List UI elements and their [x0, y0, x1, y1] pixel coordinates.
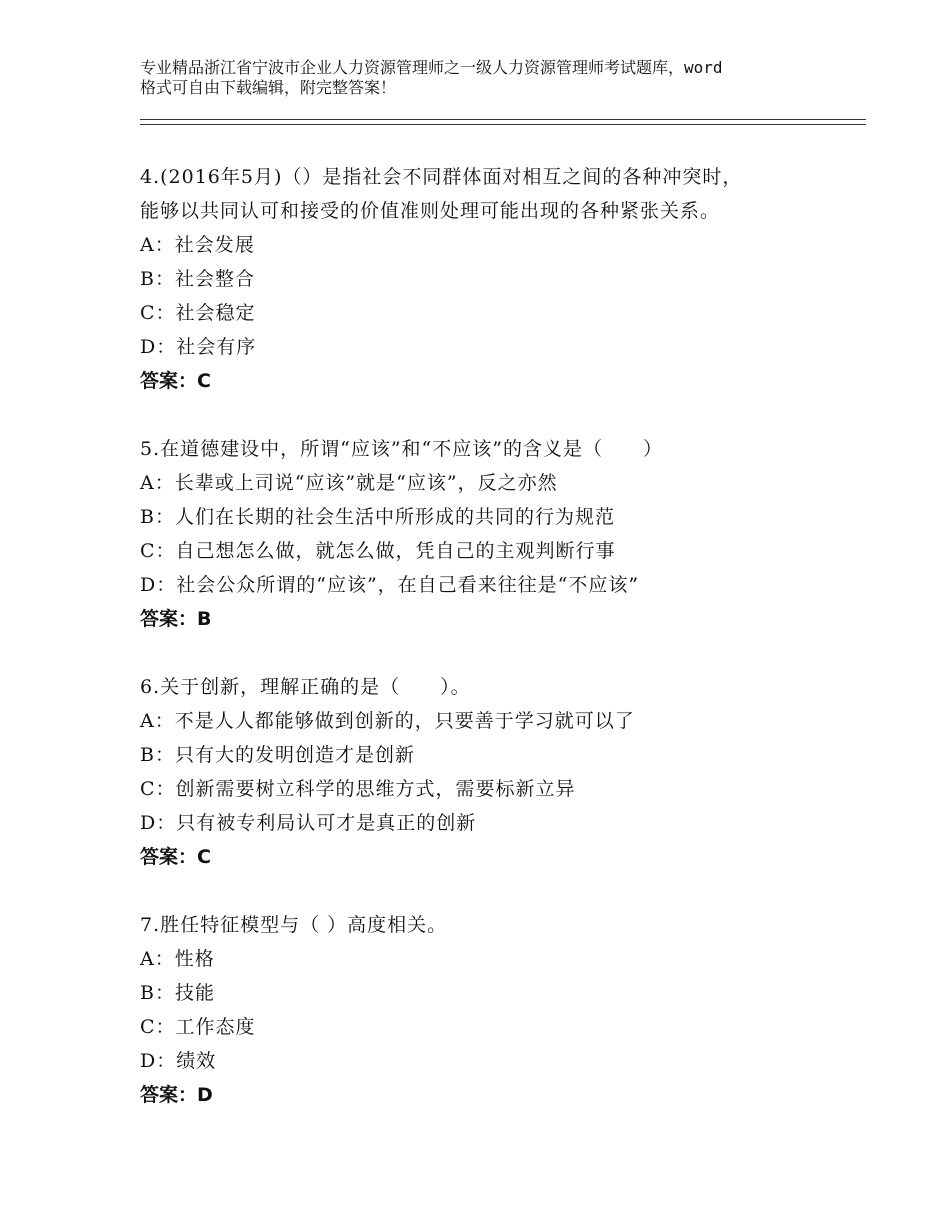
option-c: C：社会稳定	[140, 302, 256, 324]
document-header	[140, 58, 840, 98]
question-list	[140, 160, 840, 1146]
option-c: C：工作态度	[140, 1016, 256, 1038]
option-a: A：性格	[140, 948, 215, 970]
option-a: A：不是人人都能够做到创新的，只要善于学习就可以了	[140, 710, 635, 732]
question-4	[140, 160, 840, 398]
question-stem: 4.(2016年5月)（）是指社会不同群体面对相互之间的各种冲突时，	[140, 166, 743, 188]
answer: 答案：D	[140, 1084, 213, 1106]
option-d: D：绩效	[140, 1050, 217, 1072]
option-d: D：社会有序	[140, 336, 257, 358]
option-b: B：人们在长期的社会生活中所形成的共同的行为规范	[140, 506, 615, 528]
option-a: A：社会发展	[140, 234, 255, 256]
option-b: B：只有大的发明创造才是创新	[140, 744, 415, 766]
option-a: A：长辈或上司说“应该”就是“应该”，反之亦然	[140, 472, 558, 494]
header-line-1: 专业精品浙江省宁波市企业人力资源管理师之一级人力资源管理师考试题库，word	[140, 58, 723, 77]
header-divider	[140, 119, 866, 125]
option-d: D：只有被专利局认可才是真正的创新	[140, 812, 477, 834]
answer: 答案：B	[140, 608, 212, 630]
question-stem: 5.在道德建设中，所谓“应该”和“不应该”的含义是（ ）	[140, 438, 663, 460]
question-stem: 6.关于创新，理解正确的是（ ）。	[140, 676, 471, 698]
answer: 答案：C	[140, 370, 211, 392]
option-b: B：技能	[140, 982, 215, 1004]
question-6	[140, 670, 840, 874]
option-d: D：社会公众所谓的“应该”，在自己看来往往是“不应该”	[140, 574, 640, 596]
option-b: B：社会整合	[140, 268, 255, 290]
question-7	[140, 908, 840, 1112]
header-line-2: 格式可自由下载编辑，附完整答案！	[140, 78, 397, 97]
option-c: C：创新需要树立科学的思维方式，需要标新立异	[140, 778, 576, 800]
answer: 答案：C	[140, 846, 211, 868]
option-c: C：自己想怎么做，就怎么做，凭自己的主观判断行事	[140, 540, 616, 562]
question-stem: 7.胜任特征模型与（ ）高度相关。	[140, 914, 448, 936]
question-stem: 能够以共同认可和接受的价值准则处理可能出现的各种紧张关系。	[140, 200, 721, 222]
question-5	[140, 432, 840, 636]
